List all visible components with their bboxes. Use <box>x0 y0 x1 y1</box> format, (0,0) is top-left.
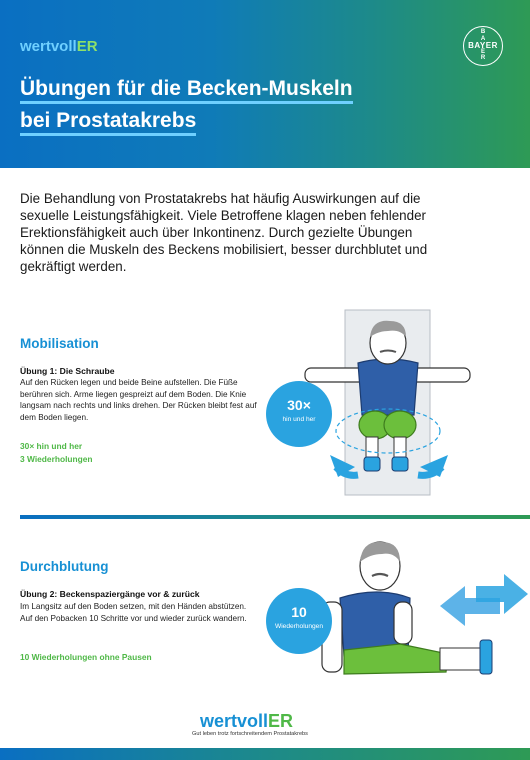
page-title <box>20 76 353 134</box>
footer-tagline: Gut leben trotz fortschreitendem Prostatakrebs <box>192 731 308 737</box>
exercise-2-title: Übung 2: Beckenspaziergänge vor & zurück <box>20 589 200 599</box>
exercise-1-reps: 30× hin und her <box>20 441 83 451</box>
exercise-2-illustration <box>300 536 530 696</box>
title-line-1: Übungen für die Becken-Muskeln <box>20 77 353 104</box>
exercise-1-sets: 3 Wiederholungen <box>20 454 93 464</box>
reps-badge-1: 30× hin und her <box>266 381 332 447</box>
intro-paragraph: Die Behandlung von Prostatakrebs hat häufig Auswirkungen auf die sexuelle Leistungsfähigkeit. Viele Betroffene klagen neben fehlender Erektionsfähigkeit auch über Inkontinenz. Durch gezielte Übungen können die Muskeln des Beckens mobilisiert, besser durchblutet und gekräftigt werden. <box>20 191 428 274</box>
exercise-1-text: Auf den Rücken legen und beide Beine aufstellen. Die Füße berühren sich. Arme liegen gespreizt auf dem Boden. Die Knie langsam nach rechts und links drehen. Der Rücken bleibt fest auf dem Boden liegen. <box>20 378 257 422</box>
reps-badge-2: 10 Wiederholungen <box>266 588 332 654</box>
footer-bar <box>0 748 530 760</box>
brand-logo: wertvollER <box>20 38 98 55</box>
header-banner <box>0 0 530 168</box>
exercise-1-title: Übung 1: Die Schraube <box>20 366 115 376</box>
section-heading-durchblutung: Durchblutung <box>20 559 109 574</box>
section-heading-mobilisation: Mobilisation <box>20 336 99 351</box>
exercise-2-reps: 10 Wiederholungen ohne Pausen <box>20 652 152 662</box>
footer-brand-logo: wertvollER <box>200 711 294 731</box>
exercise-2-text: Im Langsitz auf den Boden setzen, mit den Händen abstützen. Auf den Pobacken 10 Schritte vor und wieder zurück wandern. <box>20 602 247 623</box>
title-line-2: bei Prostatakrebs <box>20 109 196 136</box>
section-divider <box>20 515 530 519</box>
bayer-logo: B A E R BAYER <box>463 26 503 66</box>
